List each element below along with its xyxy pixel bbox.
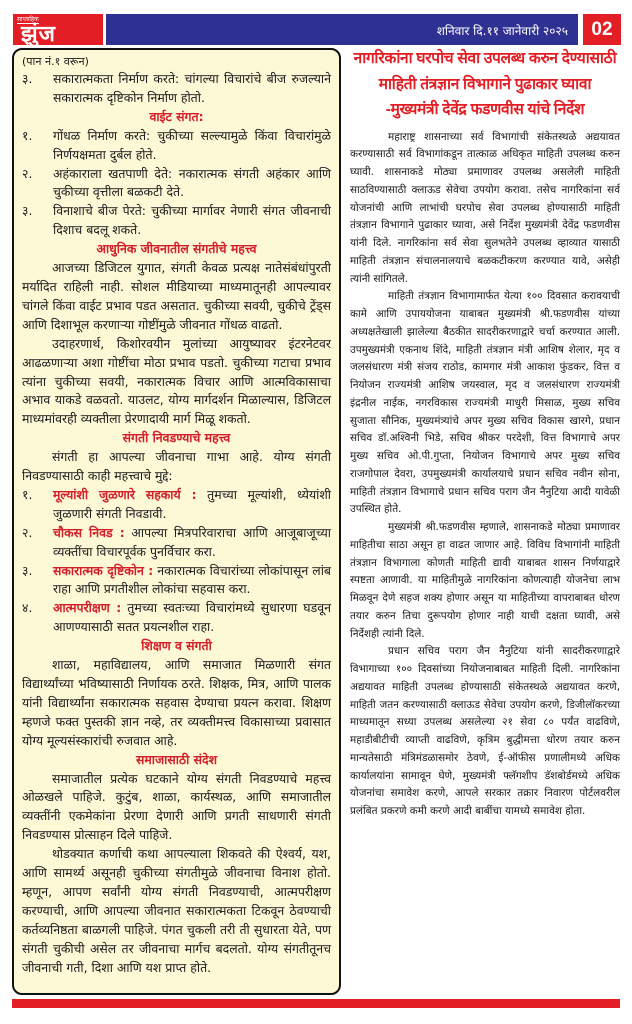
paragraph: संगती हा आपल्या जीवनाचा गाभा आहे. योग्य संगती निवडण्यासाठी काही महत्त्वाचे मुद्दे: [22, 449, 331, 484]
paragraph: उदाहरणार्थ, किशोरवयीन मुलांच्या आयुष्यावर इंटरनेटवर आढळणाऱ्या अशा गोष्टींचा मोठा प्रभाव पडतो. चुकीच्या गटाचा प्रभाव त्यांना चुकीच्या सवयी, नकारात्मक विचार आणि आत्मविकासाचा अभाव याकडे वळवतो. याउलट, योग्य मार्गदर्शन मिळाल्यास, डिजिटल माध्यमांवरही व्यक्तीला प्रेरणादायी मार्ग मिळू शकतो. [22, 335, 331, 427]
logo-text: झुंज [21, 22, 56, 47]
list-item [22, 202, 331, 240]
item-text: गोंधळ निर्माण करते: चुकीच्या सल्ल्यामुळे किंवा विचारांमुळे निर्णयक्षमता दुर्बल होते. [53, 127, 331, 162]
section-heading: संगती निवडण्याचे महत्त्व [122, 430, 231, 446]
item-text: तुमच्या मूल्यांशी, ध्येयांशी जुळणारी संगती निवडावी. [53, 486, 331, 521]
list-item [22, 70, 331, 108]
continued-note: (पान नं.१ वरून) [22, 55, 89, 68]
item-label: सकारात्मक दृष्टिकोन : [53, 562, 154, 578]
headline-line: नागरिकांना घरपोच सेवा उपलब्ध करुन देण्यासाठी [353, 50, 617, 67]
paragraph: थोडक्यात कर्णाची कथा आपल्याला शिकवते की ऐश्वर्य, यश, आणि सामर्थ्य असूनही चुकीच्या संगतीमुळे जीवनाचा विनाश होतो. म्हणून, आपण सर्वांनी योग्य संगती निवडण्याची, आत्मपरीक्षण करण्याची, आणि आपल्या जीवनात सकारात्मकता टिकवून ठेवण्याची कर्तव्यनिष्ठता बाळगली पाहिजे. पंगत चुकली तरी ती सुधारता येते, पण संगती चुकीची असेल तर जीवनाचा मार्गच बदलतो. योग्य संगतीतूनच जीवनाची गती, दिशा आणि यश प्राप्त होते. [22, 846, 331, 975]
page-number: 02 [583, 14, 621, 45]
item-number: ३. [22, 203, 33, 219]
headline-line: माहिती तंत्रज्ञान विभागाने पुढाकार घ्यावा [378, 75, 592, 93]
item-label: आत्मपरीक्षण : [53, 600, 122, 616]
section-heading: समाजासाठी संदेश [135, 751, 218, 767]
paragraph: आजच्या डिजिटल युगात, संगती केवळ प्रत्यक्ष नातेसंबंधांपुरती मर्यादित राहिली नाही. सोशल मीडियाच्या माध्यमातूनही आपल्यावर चांगले किंवा वाईट प्रभाव पडत असतात. चुकीच्या सवयी, चुकीचे ट्रेंड्स आणि दिशाभूल करणाऱ्या गोष्टींमुळे जीवनात गोंधळ वाढतो. [22, 260, 331, 332]
issue-date: शनिवार दि.११ जानेवारी २०२५ [436, 24, 568, 38]
item-number: ४. [22, 600, 33, 616]
list-item [22, 165, 331, 203]
paragraph: प्रधान सचिव पराग जैन नैनुटिया यांनी सादरीकरणाद्वारे विभागाच्या १०० दिवसांच्या नियोजनाबाबत माहिती दिली. नागरिकांना अद्ययावत माहिती उपलब्ध होण्यासाठी संकेतस्थळे अद्ययावत करणे, माहिती जतन करण्यासाठी क्लाऊड सेवेचा उपयोग करणे, डिजीलॉकरच्या माध्यमातून सध्या उपलब्ध असलेल्या २१ सेवा ८० पर्यंत वाढविणे, महाडीबीटीची व्याप्ती वाढविणे, कृत्रिम बुद्धीमत्ता धोरण तयार करुन मान्यतेसाठी मंत्रिमंडळासमोर ठेवणे, ई-ऑफीस प्रणालीमध्ये अधिक कार्यालयांना सामावून घेणे, मुख्यमंत्री फ्लॅगशीप डॅशबोर्डमध्ये अधिक योजनांचा समावेश करणे, आपले सरकार तक्रार निवारण पोर्टलवरील प्रलंबित प्रकरणे कमी करणे आदी बाबींचा यामध्ये समावेश होता. [350, 645, 620, 817]
section-heading: शिक्षण व संगती [141, 638, 212, 654]
list-item [22, 524, 331, 562]
list-item [22, 599, 331, 637]
item-number: १. [22, 127, 33, 143]
article-body [350, 129, 620, 821]
newspaper-logo [13, 14, 103, 45]
list-item [22, 127, 331, 165]
header-bar [106, 14, 578, 45]
section-heading: आधुनिक जीवनातील संगतीचे महत्त्व [96, 241, 257, 257]
headline [350, 46, 620, 123]
headline-line: -मुख्यमंत्री देवेंद्र फडणवीस यांचे निर्देश [385, 101, 585, 118]
item-number: ३. [22, 562, 33, 578]
article-left-box [12, 48, 341, 995]
footer-rule [12, 999, 620, 1008]
list-item [22, 486, 331, 524]
logo-tagline: साप्ताहिक [17, 16, 39, 23]
masthead [13, 14, 621, 45]
article-right [350, 46, 620, 821]
paragraph: मुख्यमंत्री श्री.फडणवीस म्हणाले, शासनाकडे मोठ्या प्रमाणावर माहितीचा साठा असून हा वाढत जाणार आहे. विविध विभागांनी माहिती तंत्रज्ञान विभागाला कोणती माहिती द्यावी याबाबत शासन निर्णयाद्वारे स्पष्टता आणावी. या माहितीमुळे नागरिकांना कोणत्याही योजनेचा लाभ मिळवून देणे सहज शक्य होणार असून या माहितीच्या वापराबाबत धोरण तयार करुन तिचा दुरूपयोग होणार नाही याची दक्षता घ्यावी, असे निर्देशही त्यांनी दिले. [350, 521, 620, 640]
item-text: आपल्या मित्रपरिवाराचा आणि आजूबाजूच्या व्यक्तींचा विचारपूर्वक पुनर्विचार करा. [53, 524, 331, 559]
item-number: २. [22, 524, 33, 540]
paragraph: महाराष्ट्र शासनाच्या सर्व विभागांची संकेतस्थळे अद्ययावत करण्यासाठी सर्व विभागांकडून तात्काळ अधिकृत माहिती उपलब्ध करुन घ्यावी. शासनाकडे मोठ्या प्रमाणावर उपलब्ध असलेली माहिती साठविण्यासाठी क्लाऊड सेवेचा उपयोग करावा. तसेच नागरिकांना सर्व योजनांची आणि लाभांची घरपोच सेवा उपलब्ध होण्यासाठी माहिती तंत्रज्ञान विभागाने पुढाकार घ्यावा, असे निर्देश मुख्यमंत्री देवेंद्र फडणवीस यांनी दिले. नागरिकांना सर्व सेवा सुलभतेने उपलब्ध व्हाव्यात यासाठी माहिती तंत्रज्ञान संचालनालयाचे बळकटीकरण करण्यात यावे, असेही त्यांनी सांगितले. [350, 130, 620, 285]
paragraph: माहिती तंत्रज्ञान विभागामार्फत येत्या १०० दिवसात करावयाची कामे आणि उपाययोजना याबाबत मुख्यमंत्री श्री.फडणवीस यांच्या अध्यक्षतेखाली झालेल्या बैठकीत सादरीकरणाद्वारे चर्चा करण्यात आली. उपमुख्यमंत्री एकनाथ शिंदे, माहिती तंत्रज्ञान मंत्री आशिष शेलार, मृद व जलसंधारण मंत्री संजय राठोड, कामगार मंत्री आकाश फुंडकर, वित्त व नियोजन राज्यमंत्री आशिष जयस्वाल, मृद व जलसंधारण राज्यमंत्री इंद्रनील नाईक, नगरविकास राज्यमंत्री माधुरी मिसाळ, मुख्य सचिव सुजाता सौनिक, मुख्यमंत्र्यांचे अपर मुख्य सचिव विकास खारगे, प्रधान सचिव डॉ.अश्विनी भिडे, सचिव श्रीकर परदेशी, वित्त विभागाचे अपर मुख्य सचिव ओ.पी.गुप्ता, नियोजन विभागाचे अपर मुख्य सचिव राजगोपाल देवरा, उपमुख्यमंत्री कार्यालयाचे प्रधान सचिव नवीन सोना, माहिती तंत्रज्ञान विभागाचे प्रधान सचिव पराग जैन नैनुटिया आदी यावेळी उपस्थित होते. [350, 290, 620, 516]
item-label: मूल्यांशी जुळणारे सहकार्य : [53, 486, 197, 502]
item-text: तुमच्या स्वतःच्या विचारांमध्ये सुधारणा घडवून आणण्यासाठी सतत प्रयत्नशील राहा. [53, 600, 331, 635]
item-text: अहंकाराला खतपाणी देते: नकारात्मक संगती अहंकार आणि चुकीच्या वृत्तीला बळकटी देते. [53, 165, 331, 200]
list-item [22, 562, 331, 600]
item-number: ३. [22, 71, 33, 86]
section-heading: वाईट संगत: [149, 108, 204, 124]
item-number: १. [22, 486, 33, 502]
paragraph: समाजातील प्रत्येक घटकाने योग्य संगती निवडण्याचे महत्त्व ओळखले पाहिजे. कुटुंब, शाळा, कार्यस्थळ, आणि समाजातील व्यक्तींनी एकमेकांना प्रेरणा देणारी आणि प्रगती साधणारी संगती निवडण्यास प्रोत्साहन दिले पाहिजे. [22, 770, 331, 843]
paragraph: शाळा, महाविद्यालय, आणि समाजात मिळणारी संगत विद्यार्थ्यांच्या भविष्यासाठी निर्णायक ठरते. शिक्षक, मित्र, आणि पालक यांनी विद्यार्थ्यांना सकारात्मक सहवास देण्याचा प्रयत्न करावा. शिक्षण म्हणजे फक्त पुस्तकी ज्ञान नव्हे, तर व्यक्तीमत्त्व विकासाच्या प्रवासात योग्य मूल्यसंस्कारांची रुजवात आहे. [22, 657, 331, 748]
item-text: नकारात्मक विचारांच्या लोकांपासून लांब राहा आणि प्रगतीशील लोकांचा सहवास करा. [53, 562, 331, 597]
item-number: २. [22, 165, 33, 181]
item-label: चौकस निवड : [53, 524, 125, 540]
item-text: सकारात्मकता निर्माण करते: चांगल्या विचारांचे बीज रुजल्याने सकारात्मक दृष्टिकोन निर्माण होतो. [53, 71, 331, 105]
item-text: विनाशाचे बीज पेरते: चुकीच्या मार्गावर नेणारी संगत जीवनाची दिशाच बदलू शकते. [53, 203, 331, 238]
